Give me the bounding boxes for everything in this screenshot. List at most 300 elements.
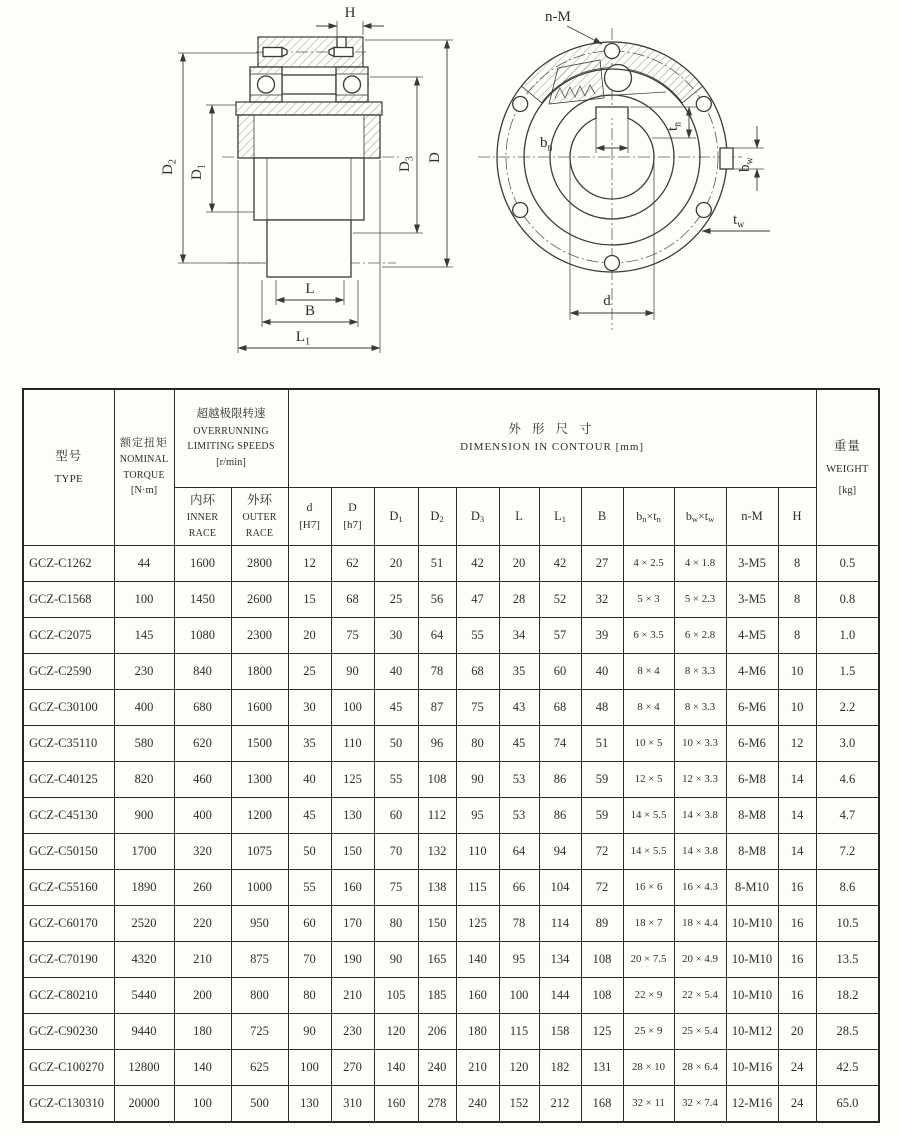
cell-D: 160 [331,869,374,905]
cell-type: GCZ-C40125 [23,761,114,797]
cell-type: GCZ-C30100 [23,689,114,725]
cell-B: 59 [581,797,623,833]
table-row [23,833,879,869]
cell-L: 45 [499,725,539,761]
cell-L: 78 [499,905,539,941]
cell-torque: 1700 [114,833,174,869]
dim-label-nM: n-M [545,9,571,25]
cell-bntn: 16 × 6 [623,869,674,905]
cell-L: 95 [499,941,539,977]
cell-d: 12 [288,545,331,581]
cell-L: 152 [499,1085,539,1122]
cell-bwtw: 8 × 3.3 [674,689,726,725]
cell-L: 53 [499,797,539,833]
cell-weight: 42.5 [816,1049,879,1085]
cell-bwtw: 10 × 3.3 [674,725,726,761]
cell-bwtw: 28 × 6.4 [674,1049,726,1085]
header-outer-race: 外环 OUTER RACE [231,487,288,545]
cell-L1: 60 [539,653,581,689]
cell-B: 125 [581,1013,623,1049]
cell-bwtw: 16 × 4.3 [674,869,726,905]
header-weight: 重量 WEIGHT [kg] [816,389,879,545]
side-view-drawing [160,5,453,353]
cell-d: 100 [288,1049,331,1085]
cell-bntn: 12 × 5 [623,761,674,797]
cell-D1: 20 [374,545,418,581]
cell-weight: 4.7 [816,797,879,833]
cell-L1: 86 [539,797,581,833]
cell-inner: 840 [174,653,231,689]
cell-bwtw: 32 × 7.4 [674,1085,726,1122]
cell-d: 15 [288,581,331,617]
header-torque: 额定扭矩 NOMINAL TORQUE [N·m] [114,389,174,545]
cell-weight: 3.0 [816,725,879,761]
cell-D3: 180 [456,1013,499,1049]
dim-label-bw: $b_w$ [737,157,756,172]
cell-type: GCZ-C2075 [23,617,114,653]
cell-torque: 580 [114,725,174,761]
cell-D: 170 [331,905,374,941]
cell-outer: 2600 [231,581,288,617]
header-inner-race: 内环 INNER RACE [174,487,231,545]
cell-type: GCZ-C1568 [23,581,114,617]
dim-label-L: L [305,281,315,297]
cell-D1: 45 [374,689,418,725]
cell-bntn: 5 × 3 [623,581,674,617]
cell-torque: 20000 [114,1085,174,1122]
cell-D: 110 [331,725,374,761]
cell-type: GCZ-C35110 [23,725,114,761]
cell-B: 72 [581,869,623,905]
cell-D3: 240 [456,1085,499,1122]
header-col-nM: n-M [726,487,778,545]
dim-label-L1: $L_1$ [295,329,311,348]
cell-H: 16 [778,905,816,941]
table-row [23,869,879,905]
cell-L1: 57 [539,617,581,653]
cell-inner: 1450 [174,581,231,617]
cell-d: 50 [288,833,331,869]
cell-bntn: 32 × 11 [623,1085,674,1122]
dim-label-bn: $b_n$ [540,135,553,154]
cell-L1: 52 [539,581,581,617]
front-view-drawing [478,9,770,330]
cell-H: 14 [778,797,816,833]
cell-type: GCZ-C1262 [23,545,114,581]
cell-D: 130 [331,797,374,833]
cell-d: 40 [288,761,331,797]
cell-inner: 220 [174,905,231,941]
cell-L1: 74 [539,725,581,761]
cell-bntn: 28 × 10 [623,1049,674,1085]
cell-bntn: 14 × 5.5 [623,797,674,833]
cell-B: 72 [581,833,623,869]
cell-H: 10 [778,653,816,689]
cell-bntn: 18 × 7 [623,905,674,941]
cell-L: 100 [499,977,539,1013]
cell-weight: 0.8 [816,581,879,617]
dim-label-D1: $D_1$ [189,164,208,180]
cell-bntn: 22 × 9 [623,977,674,1013]
cell-L1: 104 [539,869,581,905]
cell-L1: 212 [539,1085,581,1122]
cell-bntn: 8 × 4 [623,689,674,725]
cell-D2: 64 [418,617,456,653]
cell-d: 90 [288,1013,331,1049]
table-row [23,545,879,581]
cell-nM: 12-M16 [726,1085,778,1122]
cell-D2: 78 [418,653,456,689]
header-col-H: H [778,487,816,545]
cell-H: 16 [778,941,816,977]
cell-outer: 2800 [231,545,288,581]
cell-outer: 1000 [231,869,288,905]
cell-bwtw: 5 × 2.3 [674,581,726,617]
cell-bntn: 25 × 9 [623,1013,674,1049]
cell-L: 115 [499,1013,539,1049]
cell-torque: 9440 [114,1013,174,1049]
cell-D: 62 [331,545,374,581]
cell-bwtw: 12 × 3.3 [674,761,726,797]
cell-D: 270 [331,1049,374,1085]
cell-bntn: 14 × 5.5 [623,833,674,869]
cell-type: GCZ-C2590 [23,653,114,689]
cell-weight: 2.2 [816,689,879,725]
cell-type: GCZ-C50150 [23,833,114,869]
cell-d: 55 [288,869,331,905]
cell-H: 16 [778,977,816,1013]
cell-bwtw: 8 × 3.3 [674,653,726,689]
header-col-bwtw: $b_w\times t_w$ [674,487,726,545]
dim-label-B: B [304,303,316,319]
cell-D1: 25 [374,581,418,617]
cell-nM: 10-M10 [726,941,778,977]
cell-L1: 68 [539,689,581,725]
cell-D3: 95 [456,797,499,833]
cell-type: GCZ-C90230 [23,1013,114,1049]
cell-L1: 182 [539,1049,581,1085]
cell-D2: 112 [418,797,456,833]
cell-inner: 400 [174,797,231,833]
cell-D1: 70 [374,833,418,869]
cell-D2: 165 [418,941,456,977]
dim-label-tw: $t_w$ [733,212,745,231]
cell-D: 230 [331,1013,374,1049]
cell-D: 75 [331,617,374,653]
cell-weight: 18.2 [816,977,879,1013]
cell-outer: 725 [231,1013,288,1049]
cell-D3: 75 [456,689,499,725]
cell-D3: 210 [456,1049,499,1085]
cell-torque: 5440 [114,977,174,1013]
cell-type: GCZ-C130310 [23,1085,114,1122]
cell-D1: 55 [374,761,418,797]
spec-table-body [23,545,879,1122]
cell-nM: 3-M5 [726,581,778,617]
cell-L: 35 [499,653,539,689]
cell-D3: 68 [456,653,499,689]
cell-bwtw: 22 × 5.4 [674,977,726,1013]
header-col-d: d [H7] [288,487,331,545]
cell-B: 59 [581,761,623,797]
cell-D: 210 [331,977,374,1013]
cell-torque: 820 [114,761,174,797]
cell-L1: 94 [539,833,581,869]
cell-nM: 10-M10 [726,905,778,941]
cell-H: 24 [778,1049,816,1085]
cell-B: 168 [581,1085,623,1122]
cell-weight: 13.5 [816,941,879,977]
cell-B: 131 [581,1049,623,1085]
cell-bwtw: 20 × 4.9 [674,941,726,977]
cell-D: 150 [331,833,374,869]
table-row [23,1013,879,1049]
cell-torque: 4320 [114,941,174,977]
cell-D2: 132 [418,833,456,869]
cell-d: 130 [288,1085,331,1122]
cell-outer: 1600 [231,689,288,725]
cell-torque: 100 [114,581,174,617]
cell-d: 25 [288,653,331,689]
cell-H: 16 [778,869,816,905]
cell-D1: 60 [374,797,418,833]
cell-L: 53 [499,761,539,797]
table-row [23,581,879,617]
cell-outer: 1200 [231,797,288,833]
cell-inner: 1600 [174,545,231,581]
cell-inner: 680 [174,689,231,725]
table-row [23,761,879,797]
cell-type: GCZ-C70190 [23,941,114,977]
cell-outer: 950 [231,905,288,941]
cell-weight: 7.2 [816,833,879,869]
cell-B: 89 [581,905,623,941]
cell-outer: 875 [231,941,288,977]
cell-D1: 140 [374,1049,418,1085]
cell-D3: 125 [456,905,499,941]
cell-outer: 625 [231,1049,288,1085]
cell-L: 28 [499,581,539,617]
cell-bntn: 8 × 4 [623,653,674,689]
cell-D2: 56 [418,581,456,617]
cell-D3: 42 [456,545,499,581]
cell-torque: 145 [114,617,174,653]
cell-H: 14 [778,761,816,797]
dim-label-d: d [603,293,611,309]
cell-inner: 210 [174,941,231,977]
cell-L: 120 [499,1049,539,1085]
cell-outer: 1500 [231,725,288,761]
cell-bntn: 20 × 7.5 [623,941,674,977]
header-type: 型号 TYPE [23,389,114,545]
cell-nM: 8-M8 [726,797,778,833]
cell-inner: 620 [174,725,231,761]
cell-weight: 1.5 [816,653,879,689]
cell-weight: 28.5 [816,1013,879,1049]
cell-D3: 80 [456,725,499,761]
cell-bwtw: 4 × 1.8 [674,545,726,581]
header-col-L: L [499,487,539,545]
cell-D2: 278 [418,1085,456,1122]
cell-nM: 8-M10 [726,869,778,905]
table-row [23,941,879,977]
cell-D3: 47 [456,581,499,617]
cell-D: 90 [331,653,374,689]
cell-d: 45 [288,797,331,833]
table-row [23,653,879,689]
cell-D2: 185 [418,977,456,1013]
cell-L1: 114 [539,905,581,941]
cell-bwtw: 14 × 3.8 [674,797,726,833]
dim-label-D: D [427,152,443,163]
cell-weight: 1.0 [816,617,879,653]
cell-bwtw: 6 × 2.8 [674,617,726,653]
table-row [23,905,879,941]
cell-torque: 2520 [114,905,174,941]
cell-H: 20 [778,1013,816,1049]
cell-outer: 800 [231,977,288,1013]
cell-inner: 1080 [174,617,231,653]
cell-D3: 115 [456,869,499,905]
cell-D1: 160 [374,1085,418,1122]
cell-nM: 10-M10 [726,977,778,1013]
table-row [23,617,879,653]
cell-nM: 10-M16 [726,1049,778,1085]
table-row [23,725,879,761]
cell-d: 20 [288,617,331,653]
cell-outer: 1075 [231,833,288,869]
cell-bntn: 6 × 3.5 [623,617,674,653]
cell-D3: 90 [456,761,499,797]
header-col-D: D [h7] [331,487,374,545]
cell-nM: 4-M6 [726,653,778,689]
cell-nM: 4-M5 [726,617,778,653]
cell-inner: 460 [174,761,231,797]
cell-B: 39 [581,617,623,653]
header-col-D3: $D_3$ [456,487,499,545]
table-row [23,1085,879,1122]
cell-type: GCZ-C100270 [23,1049,114,1085]
cell-inner: 320 [174,833,231,869]
cell-B: 27 [581,545,623,581]
cell-D2: 206 [418,1013,456,1049]
spec-table [22,388,880,1123]
cell-nM: 8-M8 [726,833,778,869]
dim-label-tn: $t_n$ [665,121,684,131]
cell-bwtw: 14 × 3.8 [674,833,726,869]
cell-bwtw: 25 × 5.4 [674,1013,726,1049]
cell-nM: 6-M6 [726,689,778,725]
cell-H: 24 [778,1085,816,1122]
table-row [23,977,879,1013]
cell-D: 310 [331,1085,374,1122]
cell-inner: 260 [174,869,231,905]
cell-outer: 500 [231,1085,288,1122]
dim-label-H: H [344,5,356,21]
cell-weight: 4.6 [816,761,879,797]
cell-D1: 120 [374,1013,418,1049]
cell-D1: 50 [374,725,418,761]
cell-D2: 87 [418,689,456,725]
cell-L: 66 [499,869,539,905]
header-col-B: B [581,487,623,545]
cell-D2: 138 [418,869,456,905]
header-col-bntn: $b_n\times t_n$ [623,487,674,545]
cell-bwtw: 18 × 4.4 [674,905,726,941]
cell-torque: 900 [114,797,174,833]
cell-B: 51 [581,725,623,761]
cell-inner: 180 [174,1013,231,1049]
cell-type: GCZ-C60170 [23,905,114,941]
cell-D2: 108 [418,761,456,797]
cell-weight: 0.5 [816,545,879,581]
cell-D3: 110 [456,833,499,869]
cell-B: 108 [581,941,623,977]
cell-L1: 86 [539,761,581,797]
cell-D1: 80 [374,905,418,941]
cell-outer: 2300 [231,617,288,653]
cell-L: 64 [499,833,539,869]
cell-D3: 55 [456,617,499,653]
cell-L: 34 [499,617,539,653]
cell-d: 35 [288,725,331,761]
cell-inner: 100 [174,1085,231,1122]
cell-D1: 105 [374,977,418,1013]
dim-label-D3: $D_3$ [397,156,416,172]
cell-L1: 42 [539,545,581,581]
cell-D: 68 [331,581,374,617]
cell-D3: 160 [456,977,499,1013]
cell-weight: 10.5 [816,905,879,941]
header-col-L1: $L_1$ [539,487,581,545]
cell-inner: 200 [174,977,231,1013]
header-dimension: 外 形 尺 寸 DIMENSION IN CONTOUR [mm] [288,389,816,487]
cell-outer: 1800 [231,653,288,689]
cell-bntn: 4 × 2.5 [623,545,674,581]
cell-D1: 75 [374,869,418,905]
cell-D2: 240 [418,1049,456,1085]
cell-D2: 96 [418,725,456,761]
cell-L1: 144 [539,977,581,1013]
cell-d: 60 [288,905,331,941]
cell-torque: 230 [114,653,174,689]
cell-D: 190 [331,941,374,977]
cell-L1: 158 [539,1013,581,1049]
header-col-D1: $D_1$ [374,487,418,545]
cell-B: 48 [581,689,623,725]
table-row [23,797,879,833]
cell-type: GCZ-C55160 [23,869,114,905]
cell-B: 108 [581,977,623,1013]
cell-D: 100 [331,689,374,725]
cell-D2: 51 [418,545,456,581]
cell-torque: 400 [114,689,174,725]
header-overrunning-speeds: 超越极限转速 OVERRUNNING LIMITING SPEEDS [r/min] [174,389,288,487]
cell-nM: 3-M5 [726,545,778,581]
table-row [23,1049,879,1085]
header-col-D2: $D_2$ [418,487,456,545]
cell-nM: 6-M8 [726,761,778,797]
cell-torque: 1890 [114,869,174,905]
cell-D1: 40 [374,653,418,689]
cell-H: 10 [778,689,816,725]
cell-type: GCZ-C80210 [23,977,114,1013]
cell-outer: 1300 [231,761,288,797]
cell-nM: 6-M6 [726,725,778,761]
cell-inner: 140 [174,1049,231,1085]
cell-d: 80 [288,977,331,1013]
cell-weight: 65.0 [816,1085,879,1122]
